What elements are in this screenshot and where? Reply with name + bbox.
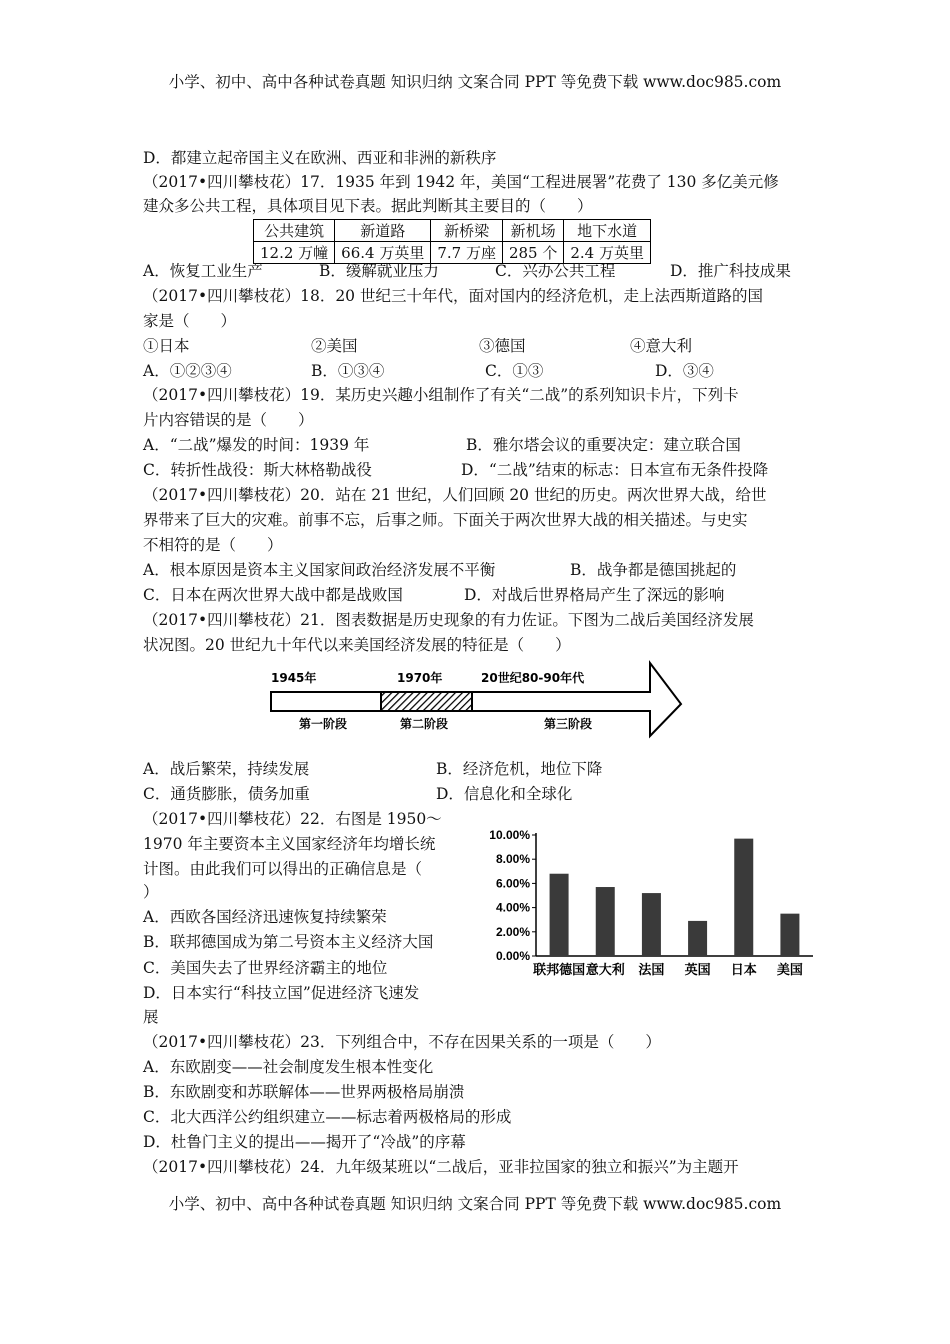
q16-option-d: D．都建立起帝国主义在欧洲、西亚和非洲的新秩序: [143, 149, 497, 167]
q20-stem-1: （2017•四川攀枝花）20．站在 21 世纪，人们回顾 20 世纪的历史。两次世界大战，给世: [143, 486, 767, 504]
q18-option-d: D．③④: [655, 362, 714, 380]
q20-option-c: C．日本在两次世界大战中都是战败国: [143, 586, 403, 604]
q19-option-a: A．“二战”爆发的时间：1939 年: [143, 436, 370, 454]
q17-table: [253, 219, 651, 264]
bar: [780, 914, 799, 956]
bar: [550, 874, 569, 956]
q22-stem-4: ）: [143, 883, 159, 901]
timeline-stage-2: 第二阶段: [400, 717, 449, 731]
q22-option-c: C．美国失去了世界经济霸主的地位: [143, 959, 388, 977]
q18-item-2: ②美国: [311, 337, 358, 355]
x-tick-label: 日本: [730, 963, 757, 978]
growth-bar-chart: [478, 823, 823, 988]
table-cell: 285 个: [502, 242, 563, 264]
table-header-cell: 地下水道: [564, 220, 651, 242]
q19-stem-1: （2017•四川攀枝花）19．某历史兴趣小组制作了有关“二战”的系列知识卡片，下列卡: [143, 386, 739, 404]
q21-stem-2: 状况图。20 世纪九十年代以来美国经济发展的特征是（ ）: [143, 636, 571, 654]
q22-option-d-1: D．日本实行“科技立国”促进经济飞速发: [143, 984, 420, 1002]
timeline-label-80-90s: 20世纪80-90年代: [481, 671, 585, 685]
q21-option-b: B．经济危机，地位下降: [436, 760, 603, 778]
q17-option-c: C．兴办公共工程: [495, 262, 616, 280]
table-header-cell: 新道路: [335, 220, 431, 242]
q21-option-c: C．通货膨胀，债务加重: [143, 785, 310, 803]
q22-stem-2: 1970 年主要资本主义国家经济年均增长统: [143, 835, 436, 853]
table-header-cell: 新机场: [502, 220, 563, 242]
q21-option-d: D．信息化和全球化: [436, 785, 573, 803]
q20-option-a: A．根本原因是资本主义国家间政治经济发展不平衡: [143, 561, 496, 579]
q22-option-b: B．联邦德国成为第二号资本主义经济大国: [143, 933, 434, 951]
q20-option-d: D．对战后世界格局产生了深远的影响: [464, 586, 725, 604]
q18-stem-1: （2017•四川攀枝花）18．20 世纪三十年代，面对国内的经济危机，走上法西斯道路的国: [143, 287, 763, 305]
q17-stem-1: （2017•四川攀枝花）17．1935 年到 1942 年，美国“工程进展署”花费了 130 多亿美元修: [143, 173, 779, 191]
q19-option-d: D．“二战”结束的标志：日本宣布无条件投降: [461, 461, 769, 479]
table-header-cell: 公共建筑: [254, 220, 335, 242]
bar: [642, 893, 661, 956]
y-tick-label: 6.00%: [495, 876, 530, 891]
timeline-label-1945: 1945年: [271, 671, 317, 685]
q19-option-c: C．转折性战役：斯大林格勒战役: [143, 461, 372, 479]
table-header-row: [254, 220, 651, 242]
y-tick-label: 8.00%: [495, 852, 530, 867]
q18-option-b: B．①③④: [311, 362, 385, 380]
timeline-second-stage-block: [381, 692, 472, 711]
table-cell: 66.4 万英里: [335, 242, 431, 264]
page-footer: 小学、初中、高中各种试卷真题 知识归纳 文案合同 PPT 等免费下载 www.doc985.com: [168, 1195, 782, 1213]
q22-stem-3: 计图。由此我们可以得出的正确信息是（: [143, 860, 423, 878]
bar: [734, 839, 753, 956]
q22-option-a: A．西欧各国经济迅速恢复持续繁荣: [143, 908, 387, 926]
x-tick-label: 法国: [638, 963, 665, 978]
q18-option-a: A．①②③④: [143, 362, 232, 380]
q19-option-b: B．雅尔塔会议的重要决定：建立联合国: [466, 436, 741, 454]
q18-item-1: ①日本: [143, 337, 190, 355]
page-header: 小学、初中、高中各种试卷真题 知识归纳 文案合同 PPT 等免费下载 www.doc985.com: [168, 73, 782, 91]
timeline-label-1970: 1970年: [397, 671, 443, 685]
q18-item-4: ④意大利: [630, 337, 693, 355]
q17-option-d: D．推广科技成果: [670, 262, 791, 280]
q23-option-b: B．东欧剧变和苏联解体——世界两极格局崩溃: [143, 1083, 465, 1101]
timeline-diagram: [268, 660, 688, 740]
q24-stem-1: （2017•四川攀枝花）24．九年级某班以“二战后，亚非拉国家的独立和振兴”为主题开: [143, 1158, 739, 1176]
q18-option-c: C．①③: [485, 362, 544, 380]
q23-option-c: C．北大西洋公约组织建立——标志着两极格局的形成: [143, 1108, 512, 1126]
q19-stem-2: 片内容错误的是（ ）: [143, 411, 314, 429]
q20-option-b: B．战争都是德国挑起的: [570, 561, 737, 579]
x-tick-label: 美国: [776, 963, 803, 978]
q21-stem-1: （2017•四川攀枝花）21．图表数据是历史现象的有力佐证。下图为二战后美国经济发展: [143, 611, 754, 629]
y-tick-label: 10.00%: [489, 828, 530, 842]
y-tick-label: 2.00%: [495, 924, 530, 939]
table-cell: 7.7 万座: [431, 242, 503, 264]
y-tick-label: 0.00%: [495, 949, 530, 963]
table-cell: 2.4 万英里: [564, 242, 651, 264]
table-cell: 12.2 万幢: [254, 242, 335, 264]
x-tick-label: 英国: [684, 963, 711, 978]
x-tick-label: 联邦德国: [533, 963, 586, 978]
q18-item-3: ③德国: [479, 337, 526, 355]
table-header-cell: 新桥梁: [431, 220, 503, 242]
q17-option-a: A．恢复工业生产: [143, 262, 263, 280]
timeline-stage-1: 第一阶段: [299, 717, 348, 731]
q17-stem-2: 建众多公共工程，具体项目见下表。据此判断其主要目的（ ）: [143, 197, 593, 215]
y-tick-label: 4.00%: [495, 900, 530, 915]
q22-option-d-2: 展: [143, 1008, 159, 1026]
q23-option-d: D．杜鲁门主义的提出——揭开了“冷战”的序幕: [143, 1133, 466, 1151]
q23-stem: （2017•四川攀枝花）23．下列组合中，不存在因果关系的一项是（ ）: [143, 1033, 661, 1051]
q21-option-a: A．战后繁荣，持续发展: [143, 760, 310, 778]
q20-stem-3: 不相符的是（ ）: [143, 536, 283, 554]
q18-stem-2: 家是（ ）: [143, 312, 237, 330]
q17-option-b: B．缓解就业压力: [319, 262, 439, 280]
q20-stem-2: 界带来了巨大的灾难。前事不忘，后事之师。下面关于两次世界大战的相关描述。与史实: [143, 511, 748, 529]
timeline-stage-3: 第三阶段: [544, 717, 593, 731]
x-tick-label: 意大利: [585, 963, 625, 978]
bar: [688, 921, 707, 956]
bar: [596, 887, 615, 956]
q22-stem-1: （2017•四川攀枝花）22．右图是 1950～: [143, 810, 442, 828]
q23-option-a: A．东欧剧变——社会制度发生根本性变化: [143, 1058, 434, 1076]
